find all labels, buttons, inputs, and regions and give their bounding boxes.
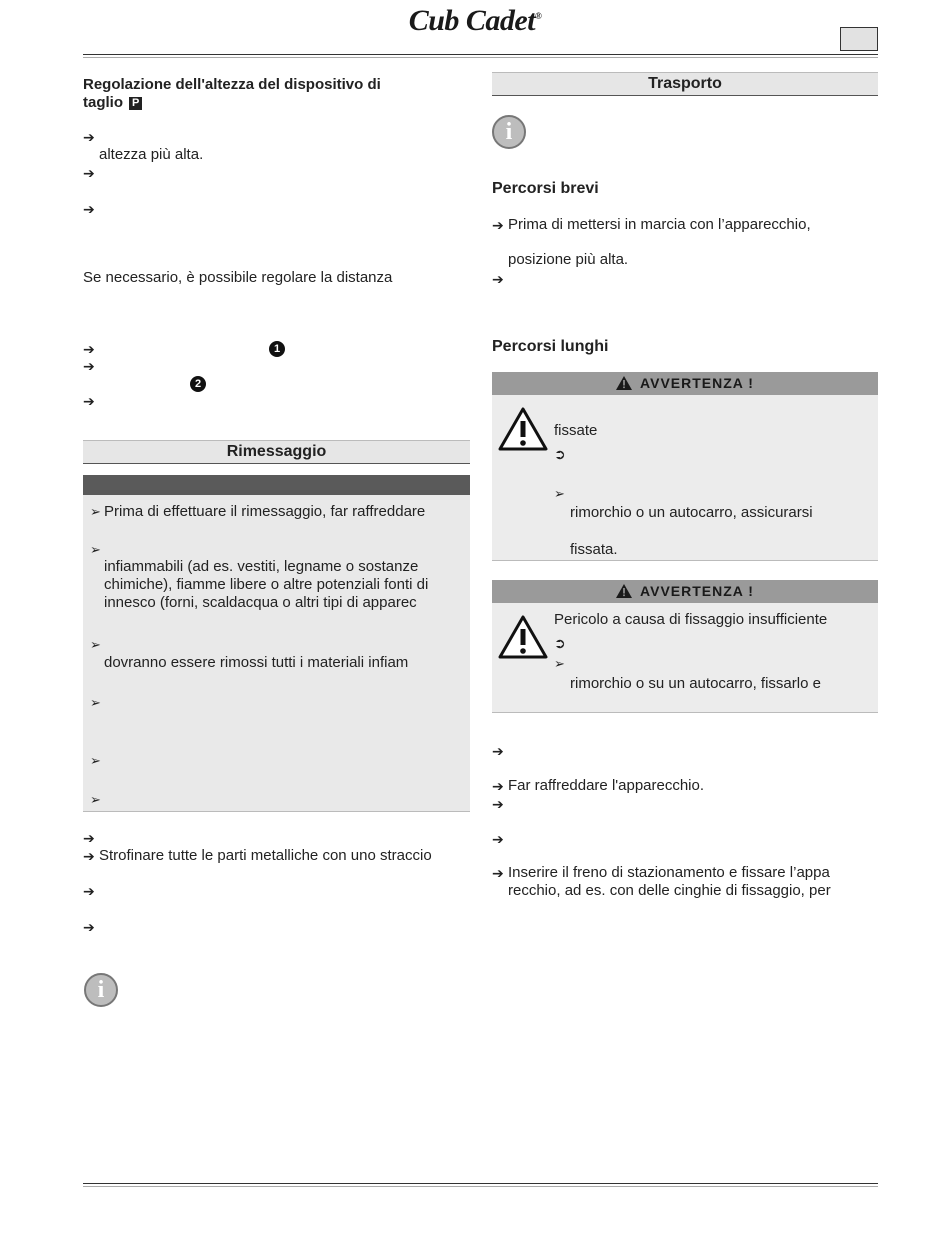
- chevron-icon: ➢: [90, 753, 101, 768]
- warning-triangle-icon: [498, 407, 548, 451]
- storage-warning-text: chimiche), fiamme libere o altre potenziali fonti di: [104, 576, 429, 593]
- hook-arrow-icon: ➲: [554, 635, 566, 651]
- cutting-height-title-2: taglio P: [83, 94, 142, 112]
- warning-triangle-icon: [616, 584, 632, 598]
- transport-section-title: Trasporto: [492, 72, 878, 96]
- arrow-icon: ➔: [83, 129, 95, 145]
- warning-text: fissata.: [570, 541, 618, 558]
- warning-header: AVVERTENZA !: [492, 372, 878, 395]
- arrow-icon: ➔: [83, 393, 95, 409]
- warning-text: rimorchio o un autocarro, assicurarsi: [570, 504, 813, 521]
- page-number-box: [840, 27, 878, 51]
- storage-warning-text: innesco (forni, scaldacqua o altri tipi di apparec: [104, 594, 417, 611]
- arrow-icon: ➔: [492, 743, 504, 759]
- storage-warning-header: [83, 475, 470, 495]
- p-badge-icon: P: [129, 97, 142, 110]
- arrow-icon: ➔: [83, 848, 95, 864]
- arrow-icon: ➔: [492, 796, 504, 812]
- warning-text: Pericolo a causa di fissaggio insufficiente: [554, 611, 828, 628]
- chevron-icon: ➢: [554, 656, 565, 671]
- arrow-icon: ➔: [83, 341, 95, 357]
- arrow-icon: ➔: [83, 165, 95, 181]
- storage-warning-text: infiammabili (ad es. vestiti, legname o sostanze: [104, 558, 419, 575]
- warning-triangle-icon: [498, 615, 548, 659]
- step-number-1-icon: 1: [269, 341, 285, 357]
- warning-box: [492, 603, 878, 713]
- warning-text: rimorchio o su un autocarro, fissarlo e: [570, 675, 821, 692]
- chevron-icon: ➢: [90, 792, 101, 807]
- info-icon: i: [84, 973, 118, 1007]
- cutting-height-title: Regolazione dell'altezza del dispositivo di: [83, 76, 381, 93]
- warning-header: AVVERTENZA !: [492, 580, 878, 603]
- footer-rule-thin: [83, 1186, 878, 1187]
- warning-text: fissate: [554, 422, 598, 439]
- arrow-icon: ➔: [83, 830, 95, 846]
- storage-warning-text: dovranno essere rimossi tutti i materiali infiam: [104, 654, 409, 671]
- transport-step-text: Far raffreddare l'apparecchio.: [508, 777, 705, 794]
- cub-cadet-logo: Cub Cadet®: [408, 4, 542, 37]
- info-icon: i: [492, 115, 526, 149]
- step-number-2-icon: 2: [190, 376, 206, 392]
- arrow-icon: ➔: [492, 271, 504, 287]
- long-distance-title: Percorsi lunghi: [492, 338, 609, 355]
- header-rule-thin: [83, 57, 878, 58]
- arrow-icon: ➔: [492, 831, 504, 847]
- hook-arrow-icon: ➲: [554, 446, 566, 462]
- arrow-icon: ➔: [83, 883, 95, 899]
- header-rule: [83, 54, 878, 55]
- storage-section-title: Rimessaggio: [83, 440, 470, 464]
- short-distance-text: Prima di mettersi in marcia con l’apparecchio,: [508, 216, 811, 233]
- cutting-note: Se necessario, è possibile regolare la distanza: [83, 269, 393, 286]
- short-distance-text: posizione più alta.: [508, 251, 629, 268]
- chevron-icon: ➢: [90, 695, 101, 710]
- transport-step-text: recchio, ad es. con delle cinghie di fissaggio, per: [508, 882, 831, 899]
- warning-box: [492, 395, 878, 561]
- storage-step-text: Strofinare tutte le parti metalliche con uno straccio: [99, 847, 432, 864]
- chevron-icon: ➢: [90, 504, 101, 519]
- arrow-icon: ➔: [83, 919, 95, 935]
- arrow-icon: ➔: [83, 201, 95, 217]
- short-distance-title: Percorsi brevi: [492, 180, 599, 197]
- footer-rule: [83, 1183, 878, 1184]
- arrow-icon: ➔: [492, 778, 504, 794]
- storage-warning-text: Prima di effettuare il rimessaggio, far raffreddare: [104, 503, 426, 520]
- transport-step-text: Inserire il freno di stazionamento e fissare l’appa: [508, 864, 830, 881]
- chevron-icon: ➢: [90, 637, 101, 652]
- arrow-icon: ➔: [492, 217, 504, 233]
- arrow-icon: ➔: [83, 358, 95, 374]
- chevron-icon: ➢: [554, 486, 565, 501]
- arrow-icon: ➔: [492, 865, 504, 881]
- warning-triangle-icon: [616, 376, 632, 390]
- cutting-step-text: altezza più alta.: [99, 146, 204, 163]
- chevron-icon: ➢: [90, 542, 101, 557]
- storage-warning-box: [83, 495, 470, 812]
